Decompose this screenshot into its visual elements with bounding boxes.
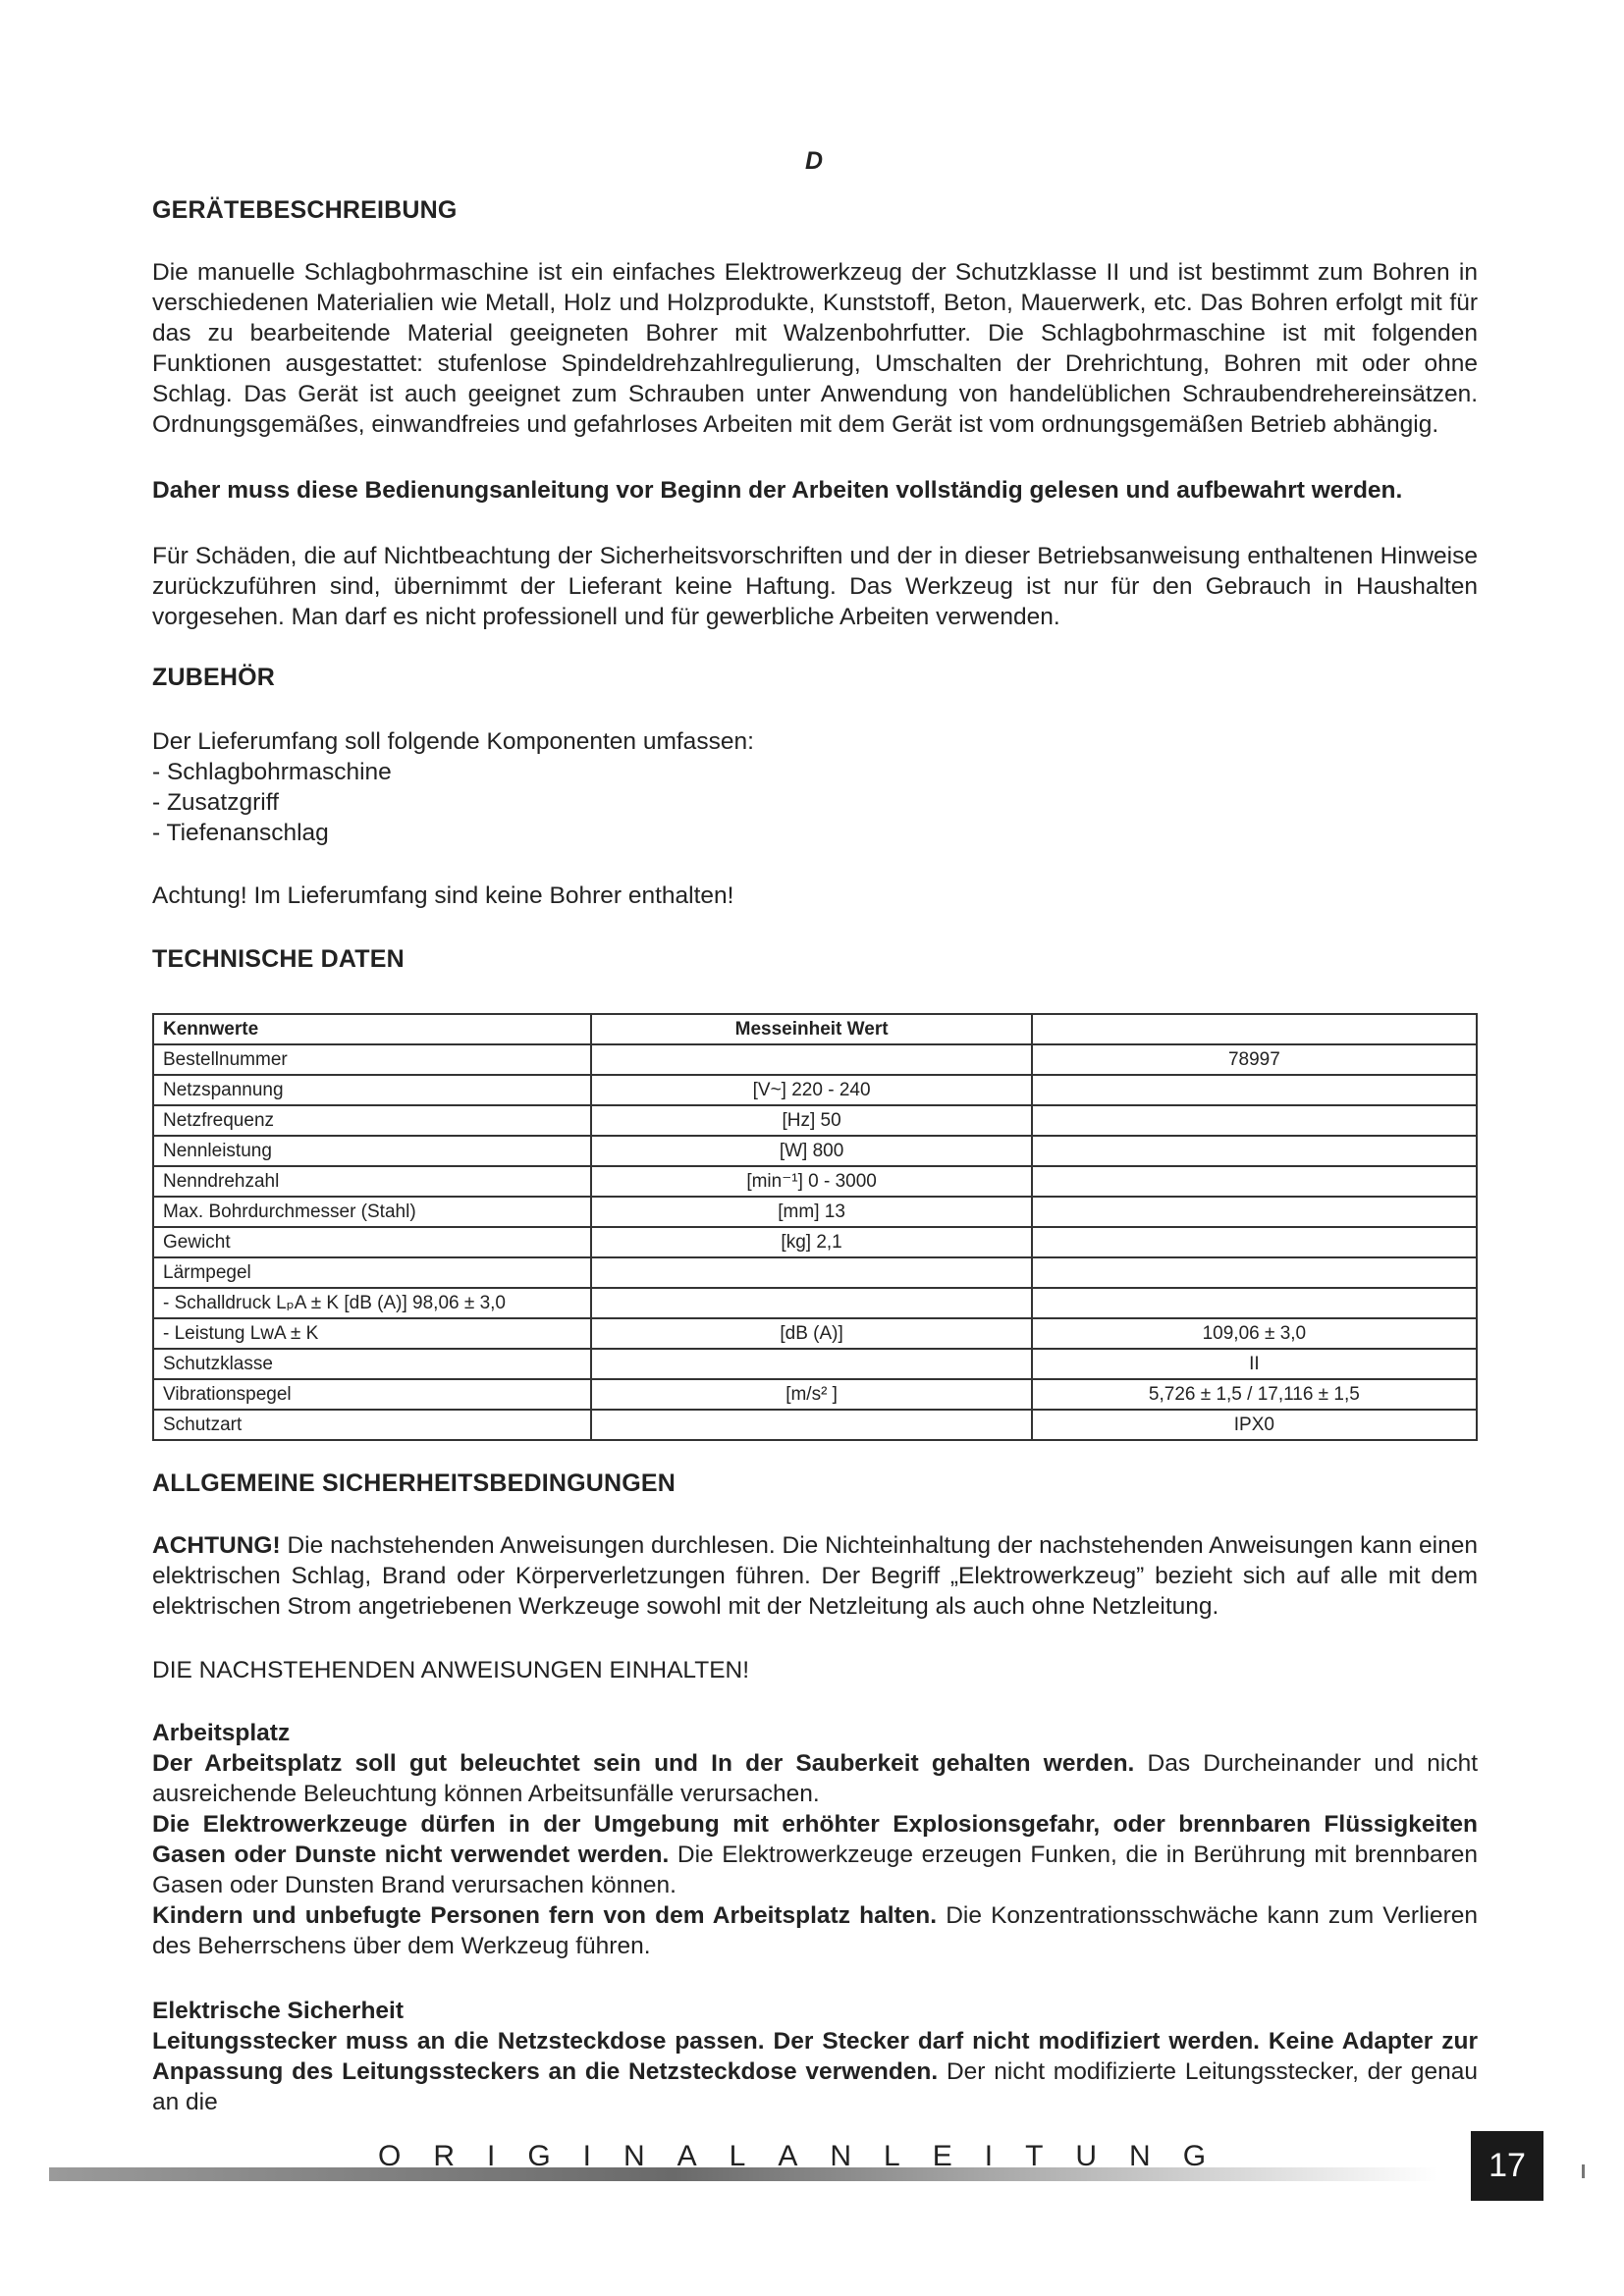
table-cell: Max. Bohrdurchmesser (Stahl) <box>153 1197 591 1227</box>
table-cell: [min⁻¹] 0 - 3000 <box>591 1166 1031 1197</box>
table-cell <box>1032 1257 1477 1288</box>
table-cell: [V~] 220 - 240 <box>591 1075 1031 1105</box>
list-item: - Zusatzgriff <box>152 789 279 816</box>
workplace-rule-3 <box>152 1900 1478 1961</box>
table-cell: [m/s² ] <box>591 1379 1031 1410</box>
rule-text: Das Durcheinander und nicht ausreichende Beleuchtung können Arbeitsunfälle verursachen. <box>152 1750 1478 1807</box>
read-instructions-note: Daher muss diese Bedienungsanleitung vor Beginn der Arbeiten vollständig gelesen und aufbewahrt werden. <box>152 477 1403 504</box>
section-geraetebeschreibung <box>152 196 1478 225</box>
warning-paragraph <box>152 1530 1478 1622</box>
page-number: 17 <box>1471 2131 1543 2201</box>
accessories-note: Achtung! Im Lieferumfang sind keine Bohrer enthalten! <box>152 882 734 909</box>
description-block <box>152 257 1478 440</box>
table-header-row <box>153 1014 1477 1044</box>
electrical-block <box>152 1996 1478 2117</box>
table-cell <box>591 1349 1031 1379</box>
table-cell: Schutzklasse <box>153 1349 591 1379</box>
table-cell: IPX0 <box>1032 1410 1477 1440</box>
comply-block <box>152 1655 1478 1685</box>
rule-text: Der nicht modifizierte Leitungsstecker, der genau an die <box>152 2058 1478 2115</box>
table-cell <box>1032 1197 1477 1227</box>
heading-geraetebeschreibung: GERÄTEBESCHREIBUNG <box>152 196 458 224</box>
description-paragraph: Die manuelle Schlagbohrmaschine ist ein einfaches Elektrowerkzeug der Schutzklasse II und ist bestimmt zum Bohren in verschiedenen Materialien wie Metall, Holz und Holzprodukte, Kunststoff, Beton, Mauerwerk, etc. Das Bohren erfolgt mit für das zu bearbeitende Material geeigneten Bohrer mit Walzenbohrfutter. Die Schlagbohrmaschine ist mit folgenden Funktionen ausgestattet: stufenlose Spindeldrehzahlregulierung, Umschalten der Drehrichtung, Bohren mit oder ohne Schlag. Das Gerät ist auch geeignet zum Schrauben unter Anwendung von handelüblichen Schraubendrehereinsätzen. Ordnungsgemäßes, einwandfreies und gefahrloses Arbeiten mit dem Gerät ist vom ordnungsgemäßen Betrieb abhängig. <box>152 259 1478 438</box>
accessories-note-block <box>152 881 1478 911</box>
table-row <box>153 1349 1477 1379</box>
heading-sicherheit: ALLGEMEINE SICHERHEITSBEDINGUNGEN <box>152 1469 677 1497</box>
table-row <box>153 1197 1477 1227</box>
subheading-elektrische-sicherheit: Elektrische Sicherheit <box>152 1998 405 2024</box>
table-cell: Bestellnummer <box>153 1044 591 1075</box>
language-marker: D <box>805 147 824 175</box>
table-cell: Netzspannung <box>153 1075 591 1105</box>
table-row <box>153 1410 1477 1440</box>
section-sicherheit <box>152 1469 1478 1498</box>
workplace-rule-1 <box>152 1748 1478 1809</box>
table-cell: [W] 800 <box>591 1136 1031 1166</box>
instruction-block <box>152 475 1478 506</box>
table-cell <box>591 1257 1031 1288</box>
rule-bold: Leitungsstecker muss an die Netzsteckdose passen. Der Stecker darf nicht modifiziert werden. Keine Adapter zur Anpassung des Leitungssteckers an die Netzsteckdose verwenden. <box>152 2028 1478 2085</box>
table-cell <box>591 1288 1031 1318</box>
tech-data-table-wrap <box>152 1013 1478 1441</box>
table-cell: [Hz] 50 <box>591 1105 1031 1136</box>
table-cell: Nennleistung <box>153 1136 591 1166</box>
list-item: - Schlagbohrmaschine <box>152 759 392 785</box>
comply-instructions: DIE NACHSTEHENDEN ANWEISUNGEN EINHALTEN! <box>152 1657 750 1683</box>
table-cell <box>1032 1166 1477 1197</box>
table-cell: [dB (A)] <box>591 1318 1031 1349</box>
rule-text: Die Elektrowerkzeuge erzeugen Funken, die in Berührung mit brennbaren Gasen oder Dunsten Brand verursachen können. <box>152 1842 1478 1898</box>
table-row <box>153 1044 1477 1075</box>
warning-text: Die nachstehenden Anweisungen durchlesen. Die Nichteinhaltung der nachstehenden Anweisungen kann einen elektrischen Schlag, Brand oder Körperverletzungen führen. Der Begriff „Elektrowerkzeug” bezieht sich auf alle mit dem elektrischen Strom angetriebenen Werkzeuge sowohl mit der Netzleitung als auch ohne Netzleitung. <box>152 1532 1478 1620</box>
table-row <box>153 1288 1477 1318</box>
table-cell <box>1032 1105 1477 1136</box>
warning-block <box>152 1530 1478 1622</box>
table-cell <box>1032 1227 1477 1257</box>
rule-bold: Kindern und unbefugte Personen fern von dem Arbeitsplatz halten. <box>152 1902 938 1929</box>
table-cell <box>1032 1136 1477 1166</box>
table-cell <box>591 1410 1031 1440</box>
rule-bold: Die Elektrowerkzeuge dürfen in der Umgebung mit erhöhter Explosionsgefahr, oder brennbaren Flüssigkeiten Gasen oder Dunste nicht verwendet werden. <box>152 1811 1478 1868</box>
table-row <box>153 1105 1477 1136</box>
table-cell: - Schalldruck LₚA ± K [dB (A)] 98,06 ± 3,0 <box>153 1288 591 1318</box>
table-row <box>153 1136 1477 1166</box>
table-cell <box>591 1044 1031 1075</box>
table-cell: Vibrationspegel <box>153 1379 591 1410</box>
table-cell: 78997 <box>1032 1044 1477 1075</box>
table-cell: Nenndrehzahl <box>153 1166 591 1197</box>
accessories-list <box>152 726 1478 848</box>
table-cell <box>1032 1075 1477 1105</box>
table-row <box>153 1227 1477 1257</box>
table-cell: [mm] 13 <box>591 1197 1031 1227</box>
table-row <box>153 1318 1477 1349</box>
table-cell: Schutzart <box>153 1410 591 1440</box>
table-cell: [kg] 2,1 <box>591 1227 1031 1257</box>
heading-zubehoer: ZUBEHÖR <box>152 664 276 691</box>
header-kennwerte: Kennwerte <box>153 1014 591 1044</box>
table-cell: 5,726 ± 1,5 / 17,116 ± 1,5 <box>1032 1379 1477 1410</box>
table-row <box>153 1075 1477 1105</box>
warning-label: ACHTUNG! <box>152 1532 281 1559</box>
tech-data-table <box>152 1013 1478 1441</box>
section-technische-daten <box>152 945 1478 974</box>
table-cell: Netzfrequenz <box>153 1105 591 1136</box>
list-item: - Tiefenanschlag <box>152 820 329 846</box>
footer-original-anleitung: ORIGINALANLEITUNG <box>378 2140 1239 2172</box>
workplace-block <box>152 1718 1478 1961</box>
header-empty <box>1032 1014 1477 1044</box>
subheading-arbeitsplatz: Arbeitsplatz <box>152 1720 291 1746</box>
edge-tick <box>1582 2164 1585 2178</box>
workplace-rule-2 <box>152 1809 1478 1900</box>
table-cell: Lärmpegel <box>153 1257 591 1288</box>
table-cell: II <box>1032 1349 1477 1379</box>
heading-technische-daten: TECHNISCHE DATEN <box>152 945 405 973</box>
table-cell: Gewicht <box>153 1227 591 1257</box>
table-row <box>153 1379 1477 1410</box>
table-cell: 109,06 ± 3,0 <box>1032 1318 1477 1349</box>
header-messeinheit: Messeinheit Wert <box>591 1014 1031 1044</box>
electrical-rule-1 <box>152 2026 1478 2117</box>
rule-bold: Der Arbeitsplatz soll gut beleuchtet sein und In der Sauberkeit gehalten werden. <box>152 1750 1135 1777</box>
table-row <box>153 1166 1477 1197</box>
rule-text: Die Konzentrationsschwäche kann zum Verlieren des Beherrschens über dem Werkzeug führen. <box>152 1902 1478 1959</box>
table-cell: - Leistung LwA ± K <box>153 1318 591 1349</box>
accessories-intro: Der Lieferumfang soll folgende Komponenten umfassen: <box>152 728 754 755</box>
liability-block <box>152 541 1478 632</box>
section-zubehoer <box>152 664 1478 692</box>
liability-paragraph: Für Schäden, die auf Nichtbeachtung der Sicherheitsvorschriften und der in dieser Betriebsanweisung enthaltenen Hinweise zurückzuführen sind, übernimmt der Lieferant keine Haftung. Das Werkzeug ist nur für den Gebrauch in Haushalten vorgesehen. Man darf es nicht professionell und für gewerbliche Arbeiten verwenden. <box>152 543 1478 630</box>
table-row <box>153 1257 1477 1288</box>
table-cell <box>1032 1288 1477 1318</box>
